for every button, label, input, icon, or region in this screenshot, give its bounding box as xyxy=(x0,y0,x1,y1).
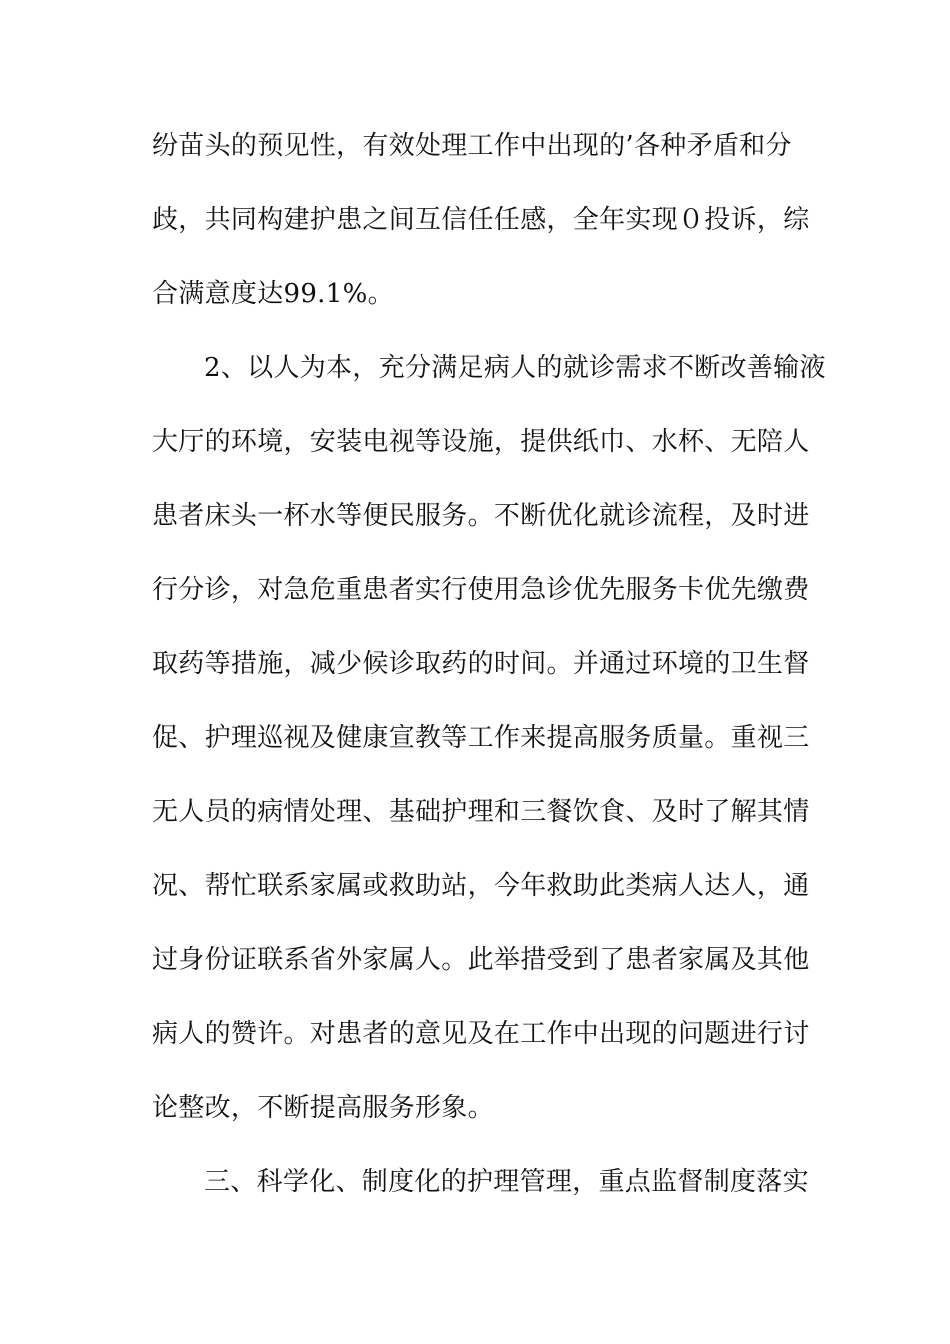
text-line: 歧，共同构建护患之间互信任任感，全年实现０投诉，综 xyxy=(152,205,810,235)
text-line: 大厅的环境，安装电视等设施，提供纸巾、水杯、无陪人 xyxy=(152,427,810,457)
text-line: 患者床头一杯水等便民服务。不断优化就诊流程，及时进 xyxy=(152,501,810,531)
paragraph-continuation xyxy=(152,124,810,346)
document-body xyxy=(152,124,826,1234)
text-line: 取药等措施，减少候诊取药的时间。并通过环境的卫生督 xyxy=(152,649,810,679)
text-line: 行分诊，对急危重患者实行使用急诊优先服务卡优先缴费 xyxy=(152,575,810,605)
text-line: 合满意度达99.1%。 xyxy=(152,279,394,309)
paragraph-section-heading xyxy=(152,1160,809,1234)
paragraph-service-improvement xyxy=(152,346,826,1160)
text-line: 无人员的病情处理、基础护理和三餐饮食、及时了解其情 xyxy=(152,797,810,827)
text-line: 纷苗头的预见性，有效处理工作中出现的’各种矛盾和分 xyxy=(152,131,792,161)
text-line: 促、护理巡视及健康宣教等工作来提高服务质量。重视三 xyxy=(152,723,810,753)
text-line: 况、帮忙联系家属或救助站，今年救助此类病人达人，通 xyxy=(152,871,810,901)
text-line: 过身份证联系省外家属人。此举措受到了患者家属及其他 xyxy=(152,945,810,975)
text-line: 2、以人为本，充分满足病人的就诊需求不断改善输液 xyxy=(204,353,826,383)
text-line: 病人的赞许。对患者的意见及在工作中出现的问题进行讨 xyxy=(152,1019,810,1049)
text-line: 论整改，不断提高服务形象。 xyxy=(152,1093,494,1123)
text-line: 三、科学化、制度化的护理管理，重点监督制度落实 xyxy=(204,1167,809,1197)
